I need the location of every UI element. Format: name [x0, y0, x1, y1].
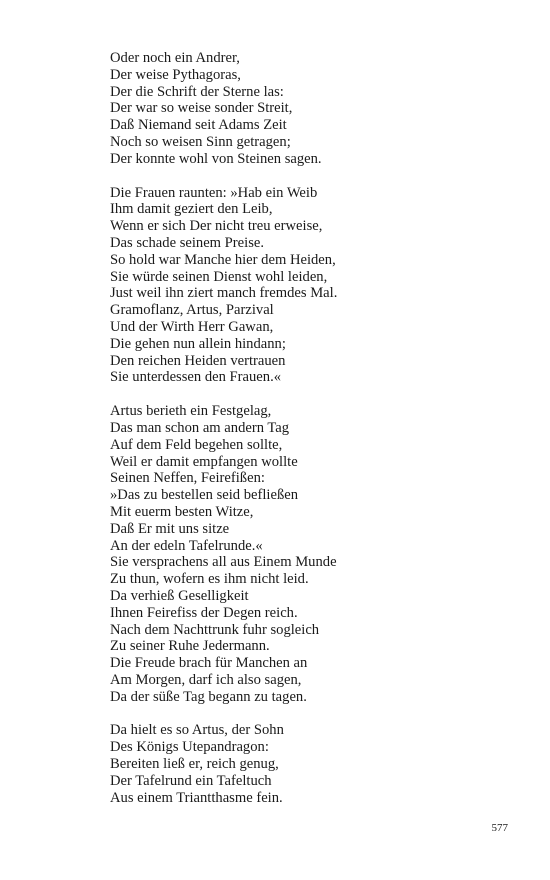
- verse-line: Das schade seinem Preise.: [110, 234, 264, 251]
- verse-line: Das man schon am andern Tag: [110, 419, 290, 436]
- page-text: [110, 50, 510, 823]
- verse-line: »Das zu bestellen seid befließen: [110, 487, 299, 504]
- verse-line: Wenn er sich Der nicht treu erweise,: [110, 218, 323, 235]
- verse-line: Ihm damit geziert den Leib,: [110, 201, 273, 218]
- verse-line: Da hielt es so Artus, der Sohn: [110, 722, 284, 739]
- verse-line: Just weil ihn ziert manch fremdes Mal.: [110, 285, 338, 302]
- verse-line: Sie unterdessen den Frauen.«: [110, 369, 282, 386]
- verse-line: Die gehen nun allein hindann;: [110, 335, 286, 352]
- stanza: [110, 403, 510, 705]
- verse-line: Sie versprachens all aus Einem Munde: [110, 554, 337, 571]
- verse-line: Zu thun, wofern es ihm nicht leid.: [110, 571, 309, 588]
- verse-line: Seinen Neffen, Feirefißen:: [110, 470, 265, 487]
- verse-line: Den reichen Heiden vertrauen: [110, 352, 286, 369]
- verse-line: Oder noch ein Andrer,: [110, 50, 240, 66]
- stanza: [110, 722, 510, 806]
- verse-line: Gramoflanz, Artus, Parzival: [110, 302, 274, 319]
- stanza: [110, 185, 510, 387]
- verse-line: Der weise Pythagoras,: [110, 66, 241, 83]
- verse-line: Nach dem Nachttrunk fuhr sogleich: [110, 621, 320, 638]
- verse-line: Da verhieß Geselligkeit: [110, 587, 249, 604]
- verse-line: Aus einem Triantthasme fein.: [110, 789, 283, 806]
- verse-line: Daß Er mit uns sitze: [110, 520, 230, 537]
- verse-line: Der war so weise sonder Streit,: [110, 100, 293, 117]
- verse-line: Noch so weisen Sinn getragen;: [110, 133, 291, 150]
- verse-line: Mit euerm besten Witze,: [110, 503, 254, 520]
- page-number: 577: [491, 822, 508, 834]
- verse-line: So hold war Manche hier dem Heiden,: [110, 251, 336, 268]
- verse-line: Zu seiner Ruhe Jedermann.: [110, 638, 270, 655]
- verse-line: Des Königs Utepandragon:: [110, 739, 269, 756]
- verse-line: Auf dem Feld begehen sollte,: [110, 436, 283, 453]
- verse-line: Und der Wirth Herr Gawan,: [110, 318, 274, 335]
- verse-line: Die Frauen raunten: »Hab ein Weib: [110, 184, 318, 201]
- verse-line: An der edeln Tafelrunde.«: [110, 537, 263, 554]
- verse-line: Sie würde seinen Dienst wohl leiden,: [110, 268, 328, 285]
- verse-line: Weil er damit empfangen wollte: [110, 453, 298, 470]
- verse-line: Am Morgen, darf ich also sagen,: [110, 671, 302, 688]
- verse-line: Daß Niemand seit Adams Zeit: [110, 117, 287, 134]
- verse-line: Der Tafelrund ein Tafeltuch: [110, 772, 272, 789]
- verse-line: Der die Schrift der Sterne las:: [110, 83, 284, 100]
- verse-line: Artus berieth ein Festgelag,: [110, 403, 272, 420]
- stanza: [110, 50, 510, 168]
- verse-line: Die Freude brach für Manchen an: [110, 655, 308, 672]
- verse-line: Der konnte wohl von Steinen sagen.: [110, 150, 322, 167]
- verse-line: Ihnen Feirefiss der Degen reich.: [110, 604, 298, 621]
- verse-line: Da der süße Tag begann zu tagen.: [110, 688, 307, 705]
- verse-line: Bereiten ließ er, reich genug,: [110, 756, 279, 773]
